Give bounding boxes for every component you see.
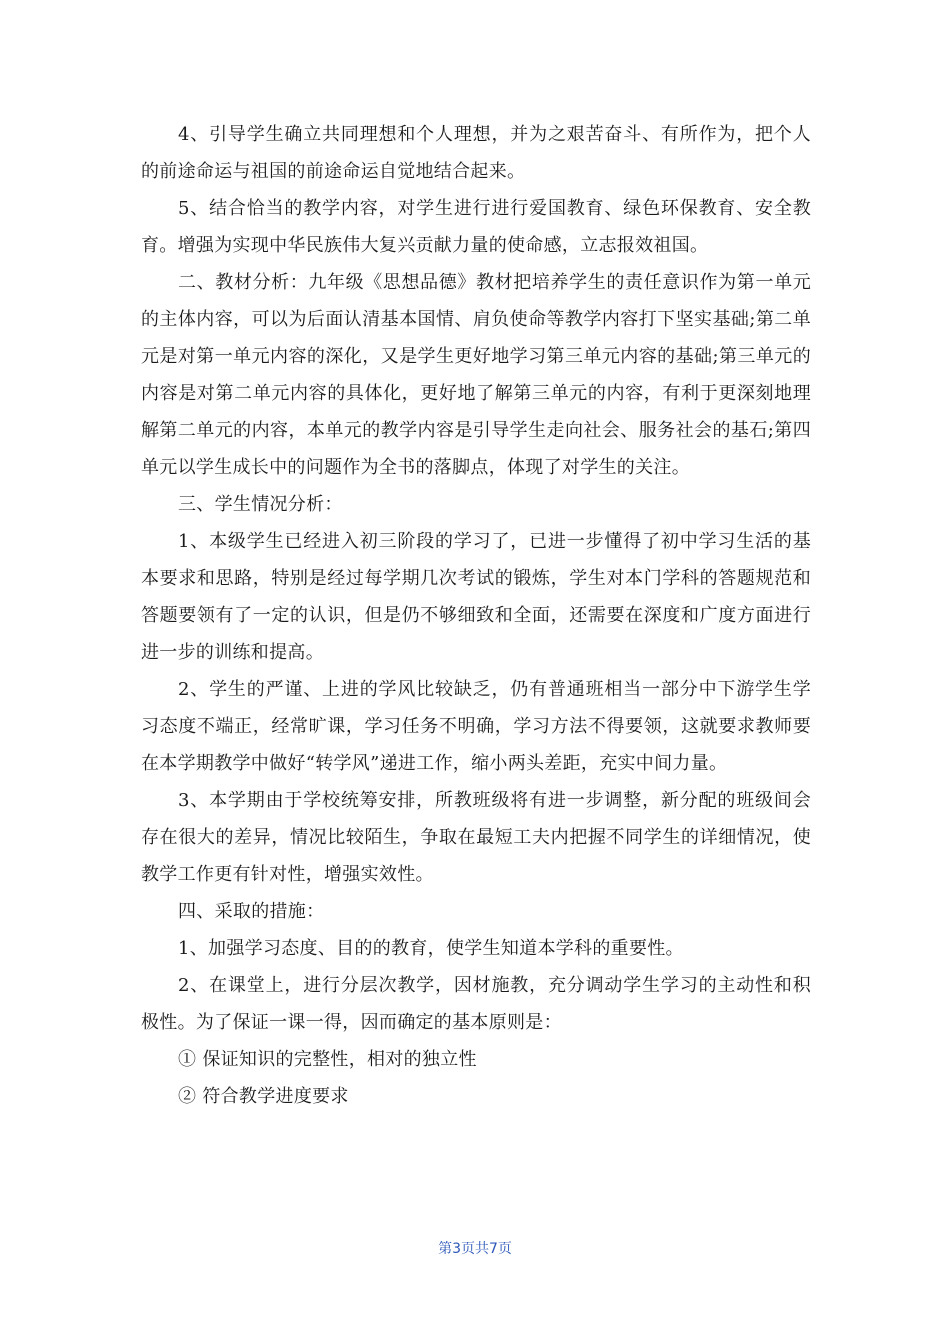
principle-item-2: ② 符合教学进度要求 [178, 1086, 349, 1107]
paragraph-measure-1: 1、加强学习态度、目的的教育，使学生知道本学科的重要性。 [178, 938, 684, 959]
paragraph-student-3: 3、本学期由于学校统筹安排，所教班级将有进一步调整，新分配的班级间会存在很大的差异，情况比较陌生，争取在最短工夫内把握不同学生的详细情况，使教学工作更有针对性，增强实效性。 [141, 790, 811, 885]
paragraph-student-2: 2、学生的严谨、上进的学风比较缺乏，仍有普通班相当一部分中下游学生学习态度不端正，经常旷课，学习任务不明确，学习方法不得要领，这就要求教师要在本学期教学中做好“转学风”递进工作，缩小两头差距，充实中间力量。 [141, 679, 811, 774]
paragraph-student-1: 1、本级学生已经进入初三阶段的学习了，已进一步懂得了初中学习生活的基本要求和思路，特别是经过每学期几次考试的锻炼，学生对本门学科的答题规范和答题要领有了一定的认识，但是仍不够细致和全面，还需要在深度和广度方面进行进一步的训练和提高。 [141, 531, 811, 663]
document-body [141, 116, 811, 1115]
page-number-footer: 第3页共7页 [438, 1241, 512, 1257]
paragraph-measure-2: 2、在课堂上，进行分层次教学，因材施教，充分调动学生学习的主动性和积极性。为了保证一课一得，因而确定的基本原则是： [141, 975, 811, 1033]
paragraph-textbook-analysis: 二、教材分析：九年级《思想品德》教材把培养学生的责任意识作为第一单元的主体内容，可以为后面认清基本国情、肩负使命等教学内容打下坚实基础;第二单元是对第一单元内容的深化，又是学生更好地学习第三单元内容的基础;第三单元的内容是对第二单元内容的具体化，更好地了解第三单元的内容，有利于更深刻地理解第二单元的内容，本单元的教学内容是引导学生走向社会、服务社会的基石;第四单元以学生成长中的问题作为全书的落脚点，体现了对学生的关注。 [141, 272, 811, 478]
heading-measures: 四、采取的措施： [178, 901, 325, 922]
paragraph-goal-4: 4、引导学生确立共同理想和个人理想，并为之艰苦奋斗、有所作为，把个人的前途命运与祖国的前途命运自觉地结合起来。 [141, 124, 811, 182]
paragraph-goal-5: 5、结合恰当的教学内容，对学生进行进行爱国教育、绿色环保教育、安全教育。增强为实现中华民族伟大复兴贡献力量的使命感，立志报效祖国。 [141, 198, 811, 256]
heading-student-analysis: 三、学生情况分析： [178, 494, 343, 515]
principle-item-1: ① 保证知识的完整性，相对的独立性 [178, 1049, 477, 1070]
